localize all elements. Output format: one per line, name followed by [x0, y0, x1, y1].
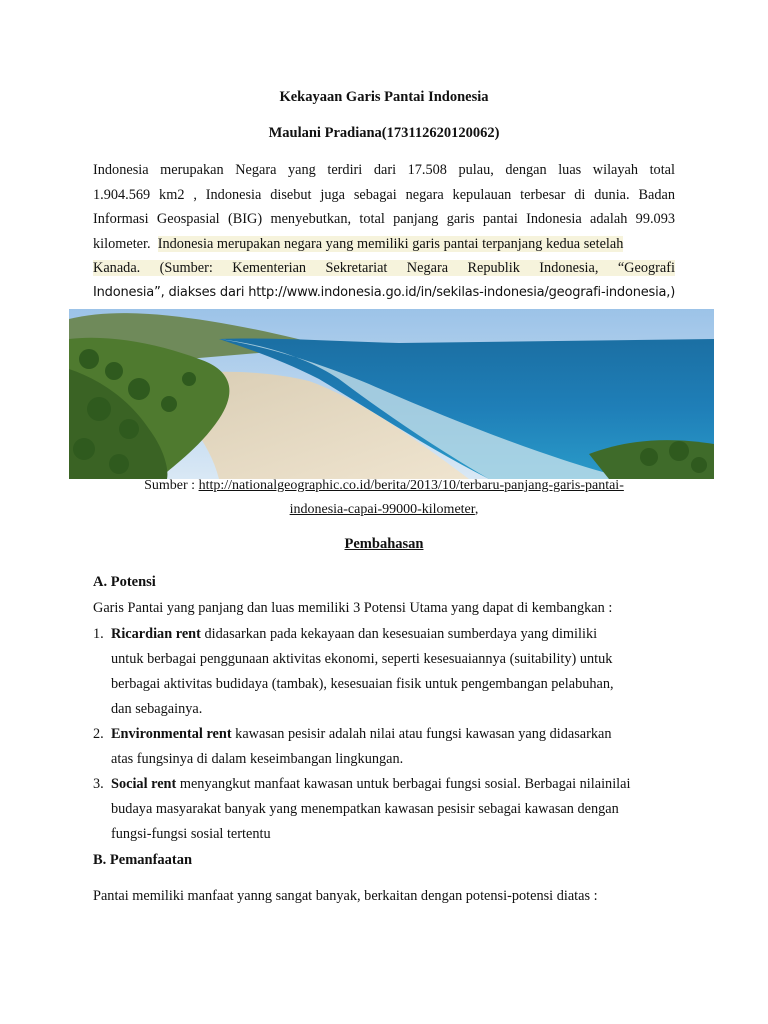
list-term: Environmental rent: [111, 726, 232, 742]
intro-line: 1.904.569 km2 , Indonesia disebut juga sebagai negara kepulauan terbesar di dunia. Badan: [93, 186, 675, 203]
section-heading: Pembahasan: [344, 536, 424, 552]
intro-line: kilometer.: [93, 235, 151, 252]
document-author: Maulani Pradiana(173112620120062): [268, 125, 500, 141]
highlighted-text: Kanada. (Sumber: Kementerian Sekretariat Negara Republik Indonesia, “Geografi: [93, 260, 675, 276]
list-number: 3.: [93, 776, 104, 792]
source-link[interactable]: indonesia-capai-99000-kilometer: [289, 502, 475, 517]
list-item: [111, 776, 630, 793]
document-title: Kekayaan Garis Pantai Indonesia: [279, 89, 489, 105]
intro-line: Indonesia”, diakses dari http://www.indonesia.go.id/in/sekilas-indonesia/geografi-indonesia,): [93, 284, 675, 300]
section-b-intro: Pantai memiliki manfaat yanng sangat banyak, berkaitan dengan potensi-potensi diatas :: [93, 888, 598, 904]
intro-line-mixed: [93, 232, 675, 257]
list-text: untuk berbagai penggunaan aktivitas ekonomi, seperti kesesuaiannya (suitability) untuk: [111, 651, 613, 667]
list-text: kawasan pesisir adalah nilai atau fungsi kawasan yang didasarkan: [231, 726, 612, 742]
section-a-intro: Garis Pantai yang panjang dan luas memiliki 3 Potensi Utama yang dapat di kembangkan :: [93, 600, 613, 616]
list-text: berbagai aktivitas budidaya (tambak), kesesuaian fisik untuk pengembangan pelabuhan,: [111, 676, 614, 692]
section-b-heading: B. Pemanfaatan: [93, 852, 193, 868]
list-term: Ricardian rent: [111, 626, 201, 642]
list-text: menyangkut manfaat kawasan untuk berbagai fungsi sosial. Berbagai nilainilai: [176, 776, 631, 792]
intro-paragraph: [93, 158, 675, 305]
source-prefix: Sumber :: [144, 478, 199, 493]
section-a-heading: A. Potensi: [93, 574, 156, 590]
intro-line: [93, 256, 675, 281]
list-text: didasarkan pada kekayaan dan kesesuaian sumberdaya yang dimiliki: [200, 626, 598, 642]
image-source-line: [0, 498, 768, 522]
list-text: atas fungsinya di dalam keseimbangan lingkungan.: [111, 751, 404, 767]
intro-line: Indonesia merupakan Negara yang terdiri dari 17.508 pulau, dengan luas wilayah total: [93, 162, 675, 178]
list-item: [111, 626, 597, 643]
highlighted-text: Indonesia merupakan negara yang memiliki garis pantai terpanjang kedua setelah: [157, 235, 624, 252]
list-term: Social rent: [111, 776, 177, 792]
intro-line: Informasi Geospasial (BIG) menyebutkan, total panjang garis pantai Indonesia adalah 99.093: [93, 211, 675, 227]
list-number: 2.: [93, 726, 104, 742]
image-source-line: [0, 474, 768, 498]
beach-photo: [69, 309, 714, 479]
list-item: [111, 726, 612, 743]
list-text: dan sebagainya.: [111, 701, 203, 717]
list-text: budaya masyarakat banyak yang menempatkan kawasan pesisir sebagai kawasan dengan: [111, 801, 619, 817]
source-link[interactable]: http://nationalgeographic.co.id/berita/2013/10/terbaru-panjang-garis-pantai-: [198, 478, 624, 493]
list-text: fungsi-fungsi sosial tertentu: [111, 826, 271, 842]
source-suffix: ,: [474, 502, 479, 517]
list-number: 1.: [93, 626, 104, 642]
